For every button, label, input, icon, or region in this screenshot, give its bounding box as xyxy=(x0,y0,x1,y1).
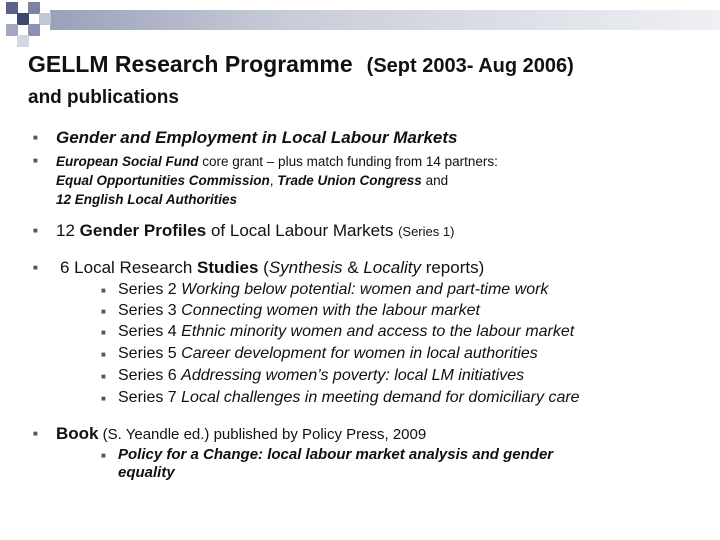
series-title: Connecting women with the labour market xyxy=(181,302,480,319)
square-bullet-icon: ■ xyxy=(101,286,106,295)
series-title: Ethnic minority women and access to the labour market xyxy=(181,323,575,340)
decorative-header-squares xyxy=(0,0,720,48)
series-number: Series 5 xyxy=(118,345,182,362)
header-bar xyxy=(50,10,720,30)
series-number: Series 4 xyxy=(118,323,182,340)
slide-title-line2: and publications xyxy=(28,87,179,108)
square-bullet-icon: ■ xyxy=(33,133,38,142)
series-title: Career development for women in local authorities xyxy=(181,345,538,362)
title-main: GELLM Research Programme xyxy=(28,51,353,77)
item-text: 6 Local Research Studies (Synthesis & Locality reports) xyxy=(60,258,485,277)
item-text: Gender and Employment in Local Labour Markets xyxy=(56,128,458,147)
series-title: Local challenges in meeting demand for domiciliary care xyxy=(181,389,580,406)
item-text-line1: European Social Fund core grant – plus match funding from 14 partners: xyxy=(56,154,498,169)
square-bullet-icon: ■ xyxy=(33,263,38,272)
square-bullet-icon: ■ xyxy=(101,307,106,316)
series-title: Addressing women’s poverty: local LM initiatives xyxy=(181,367,525,384)
item-text: Book (S. Yeandle ed.) published by Policy Press, 2009 xyxy=(56,424,427,443)
book-title-line2: equality xyxy=(118,464,175,481)
square-bullet-icon: ■ xyxy=(33,226,38,235)
square-bullet-icon: ■ xyxy=(101,328,106,337)
series-number: Series 3 xyxy=(118,302,182,319)
item-text-line3: 12 English Local Authorities xyxy=(56,192,238,207)
book-title-line1: Policy for a Change: local labour market analysis and gender xyxy=(118,446,554,463)
series-title: Working below potential: women and part-time work xyxy=(181,281,549,298)
series-number: Series 2 xyxy=(118,281,182,298)
square-bullet-icon: ■ xyxy=(101,394,106,403)
square-bullet-icon: ■ xyxy=(101,350,106,359)
square-bullet-icon: ■ xyxy=(101,372,106,381)
slide-title xyxy=(28,51,574,78)
item-text-line2: Equal Opportunities Commission, Trade Union Congress and xyxy=(56,173,449,188)
series-number: Series 6 xyxy=(118,367,182,384)
square-bullet-icon: ■ xyxy=(101,451,106,460)
item-text: 12 Gender Profiles of Local Labour Markets (Series 1) xyxy=(56,221,455,240)
title-dates: (Sept 2003- Aug 2006) xyxy=(366,55,574,77)
square-bullet-icon: ■ xyxy=(33,156,38,165)
square-bullet-icon: ■ xyxy=(33,429,38,438)
series-number: Series 7 xyxy=(118,389,182,406)
